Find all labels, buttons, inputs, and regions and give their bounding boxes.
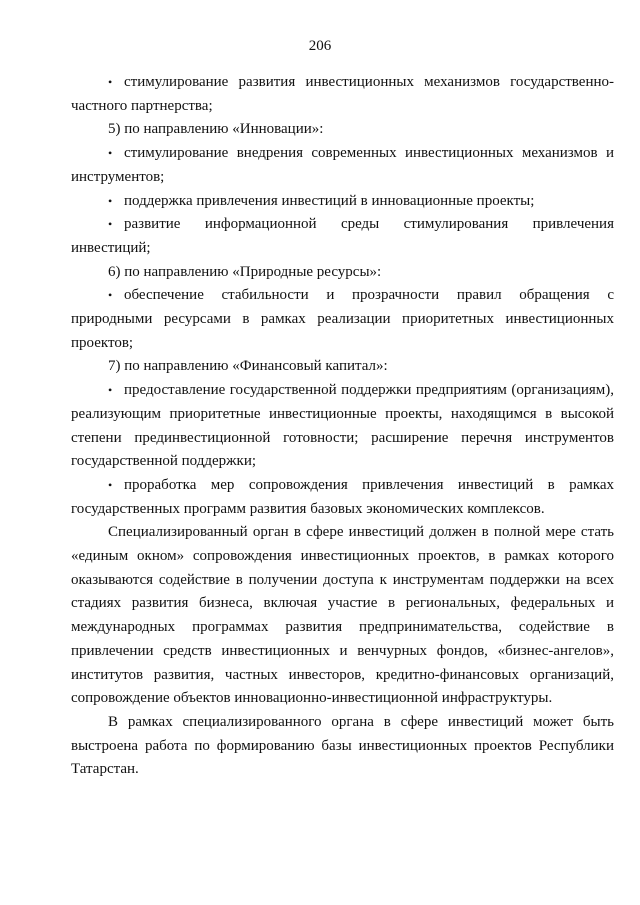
numbered-paragraph: 7) по направлению «Финансовый капитал»: [108,358,388,375]
paragraph-text: развитие информационной среды стимулирования привлечения инвестиций; [71,216,614,256]
bullet-icon: • [108,477,113,492]
paragraph-text: стимулирование внедрения современных инвестиционных механизмов и инструментов; [71,145,614,185]
paragraph-text: обеспечение стабильности и прозрачности правил обращения с природными ресурсами в рамках реализации приоритетных инвестиционных проектов; [71,287,614,351]
bullet-icon: • [108,75,113,89]
bullet-paragraph [71,284,614,355]
bullet-paragraph [71,142,614,189]
bullet-icon: • [108,288,113,303]
document-body [71,71,614,782]
bullet-icon: • [108,193,113,208]
body-paragraph: Специализированный орган в сфере инвестиций должен в полной мере стать «единым окном» сопровождения инвестиционных проектов, в рамках которого оказываются содействие в получении доступа к инструментам поддержки на всех стадиях развития бизнеса, включая участие в региональных, федеральных и международных программах развития предпринимательства, содействие в привлечении средств инвестиционных и венчурных фондов, «бизнес-ангелов», институтов развития, частных инвесторов, кредитно-финансовых организаций, сопровождение объектов инновационно-инвестиционной инфраструктуры. [71,524,614,707]
bullet-paragraph [71,474,614,521]
body-paragraph: В рамках специализированного органа в сфере инвестиций может быть выстроена работа по формированию базы инвестиционных проектов Республики Татарстан. [71,713,614,778]
bullet-paragraph [71,190,614,214]
bullet-paragraph [71,213,614,260]
bullet-icon: • [108,217,113,232]
paragraph-text: стимулирование развития инвестиционных механизмов государственно-частного партнерства; [71,74,614,114]
numbered-paragraph: 6) по направлению «Природные ресурсы»: [108,263,382,280]
paragraph-text: поддержка привлечения инвестиций в инновационные проекты; [124,192,535,209]
bullet-icon: • [108,146,113,161]
bullet-icon: • [108,383,113,398]
bullet-paragraph [71,379,614,474]
numbered-paragraph: 5) по направлению «Инновации»: [108,121,324,138]
paragraph-text: предоставление государственной поддержки предприятиям (организациям), реализующим приоритетные инвестиционные проекты, находящимся в высокой степени прединвестиционной готовности; расширение перечня инструментов государственной поддержки; [71,382,614,470]
page-number: 206 [308,38,332,54]
bullet-paragraph [71,71,614,118]
paragraph-text: проработка мер сопровождения привлечения инвестиций в рамках государственных программ развития базовых экономических комплексов. [71,476,614,517]
